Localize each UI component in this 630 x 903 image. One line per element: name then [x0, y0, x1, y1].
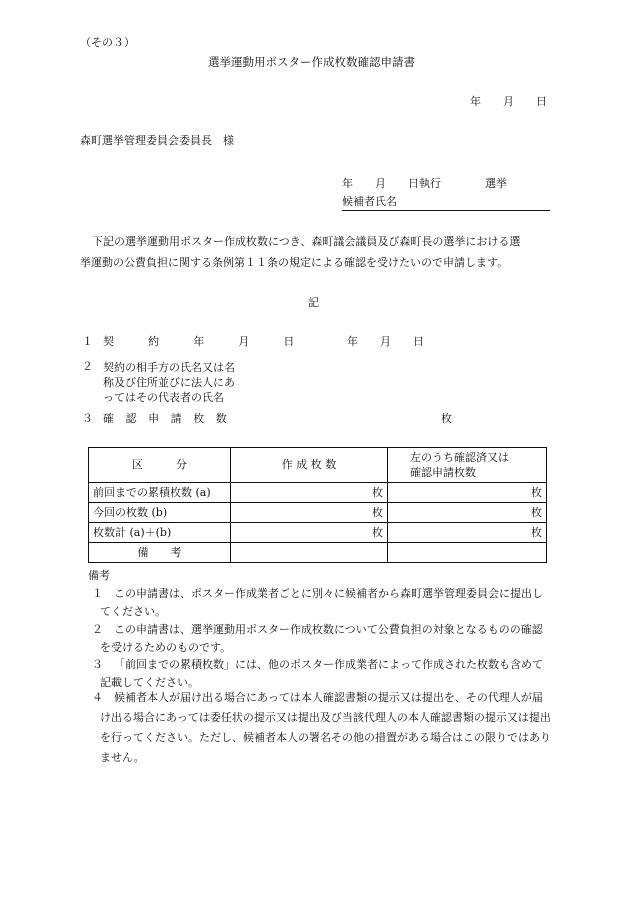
table-header-row: [89, 448, 547, 483]
note-item: [88, 585, 553, 621]
candidate-name-label: 候補者氏名: [342, 195, 397, 208]
row-label: 枚数計 (a)＋(b): [89, 523, 231, 543]
note-item: [88, 688, 553, 768]
notes-heading: 備考: [88, 569, 110, 582]
form-number: （その３）: [80, 36, 135, 49]
candidate-name-field: [342, 195, 550, 211]
item-1-label: 契 約 年 月 日: [103, 335, 306, 348]
row-created-unit: 枚: [231, 483, 388, 503]
note-number: １: [92, 587, 103, 600]
header-created-count: 作 成 枚 数: [231, 448, 388, 483]
addressee: 森町選挙管理委員会委員長 様: [80, 134, 234, 147]
header-category: 区 分: [89, 448, 231, 483]
item-2-number: ２: [82, 360, 93, 373]
table-remarks-row: [89, 543, 547, 563]
header-confirmed-count: 左のうち確認済又は 確認申請枚数: [388, 448, 547, 483]
item-2-label: 契約の相手方の氏名又は名 称及び住所並びに法人にあ ってはその代表者の氏名: [103, 361, 235, 404]
note-number: ４: [92, 691, 103, 704]
row-label: 今回の枚数 (b): [89, 503, 231, 523]
note-text: 「前回までの累積枚数」には、他のポスター作成業者によって作成された枚数も含めて記載してください。: [100, 658, 543, 689]
application-date: 年 月 日: [470, 95, 547, 108]
item-3-value: 枚: [441, 412, 452, 425]
table-row: [89, 523, 547, 543]
count-table: [88, 447, 547, 563]
note-number: ２: [92, 623, 103, 636]
note-text: この申請書は、選挙運動用ポスター作成枚数について公費負担の対象となるものの確認を受けるためのものです。: [100, 623, 543, 654]
remarks-cell: [231, 543, 388, 563]
row-label: 前回までの累積枚数 (a): [89, 483, 231, 503]
remarks-cell: [388, 543, 547, 563]
remarks-label: 備 考: [89, 543, 231, 563]
note-item: [88, 621, 553, 657]
intro-line-1: 下記の選挙運動用ポスター作成枚数につき、森町議会議員及び森町長の選挙における選: [92, 235, 521, 248]
note-text: 候補者本人が届け出る場合にあっては本人確認書類の提示又は提出を、その代理人が届け出る場合にあっては委任状の提示又は提出及び当該代理人の本人確認書類の提示又は提出を行ってください。ただし、候補者本人の署名その他の措置がある場合はこの限りではありません。: [100, 691, 551, 764]
ki-heading: 記: [308, 296, 319, 309]
note-number: ３: [92, 658, 103, 671]
item-3-label: 確認申請枚数: [103, 412, 239, 425]
row-confirmed-unit: 枚: [388, 523, 547, 543]
note-item: [88, 656, 553, 692]
table-row: [89, 503, 547, 523]
row-created-unit: 枚: [231, 523, 388, 543]
table-row: [89, 483, 547, 503]
intro-line-2: 挙運動の公費負担に関する条例第１１条の規定による確認を受けたいので申請します。: [80, 256, 509, 269]
election-line: 年 月 日執行 選挙: [342, 177, 507, 190]
item-1-number: １: [82, 335, 93, 348]
row-confirmed-unit: 枚: [388, 483, 547, 503]
item-3-number: ３: [82, 412, 93, 425]
note-text: この申請書は、ポスター作成業者ごとに別々に候補者から森町選挙管理委員会に提出してください。: [100, 587, 543, 618]
row-confirmed-unit: 枚: [388, 503, 547, 523]
item-1-value: 年 月 日: [347, 335, 424, 348]
row-created-unit: 枚: [231, 503, 388, 523]
document-title: 選挙運動用ポスター作成枚数確認申請書: [208, 55, 415, 69]
